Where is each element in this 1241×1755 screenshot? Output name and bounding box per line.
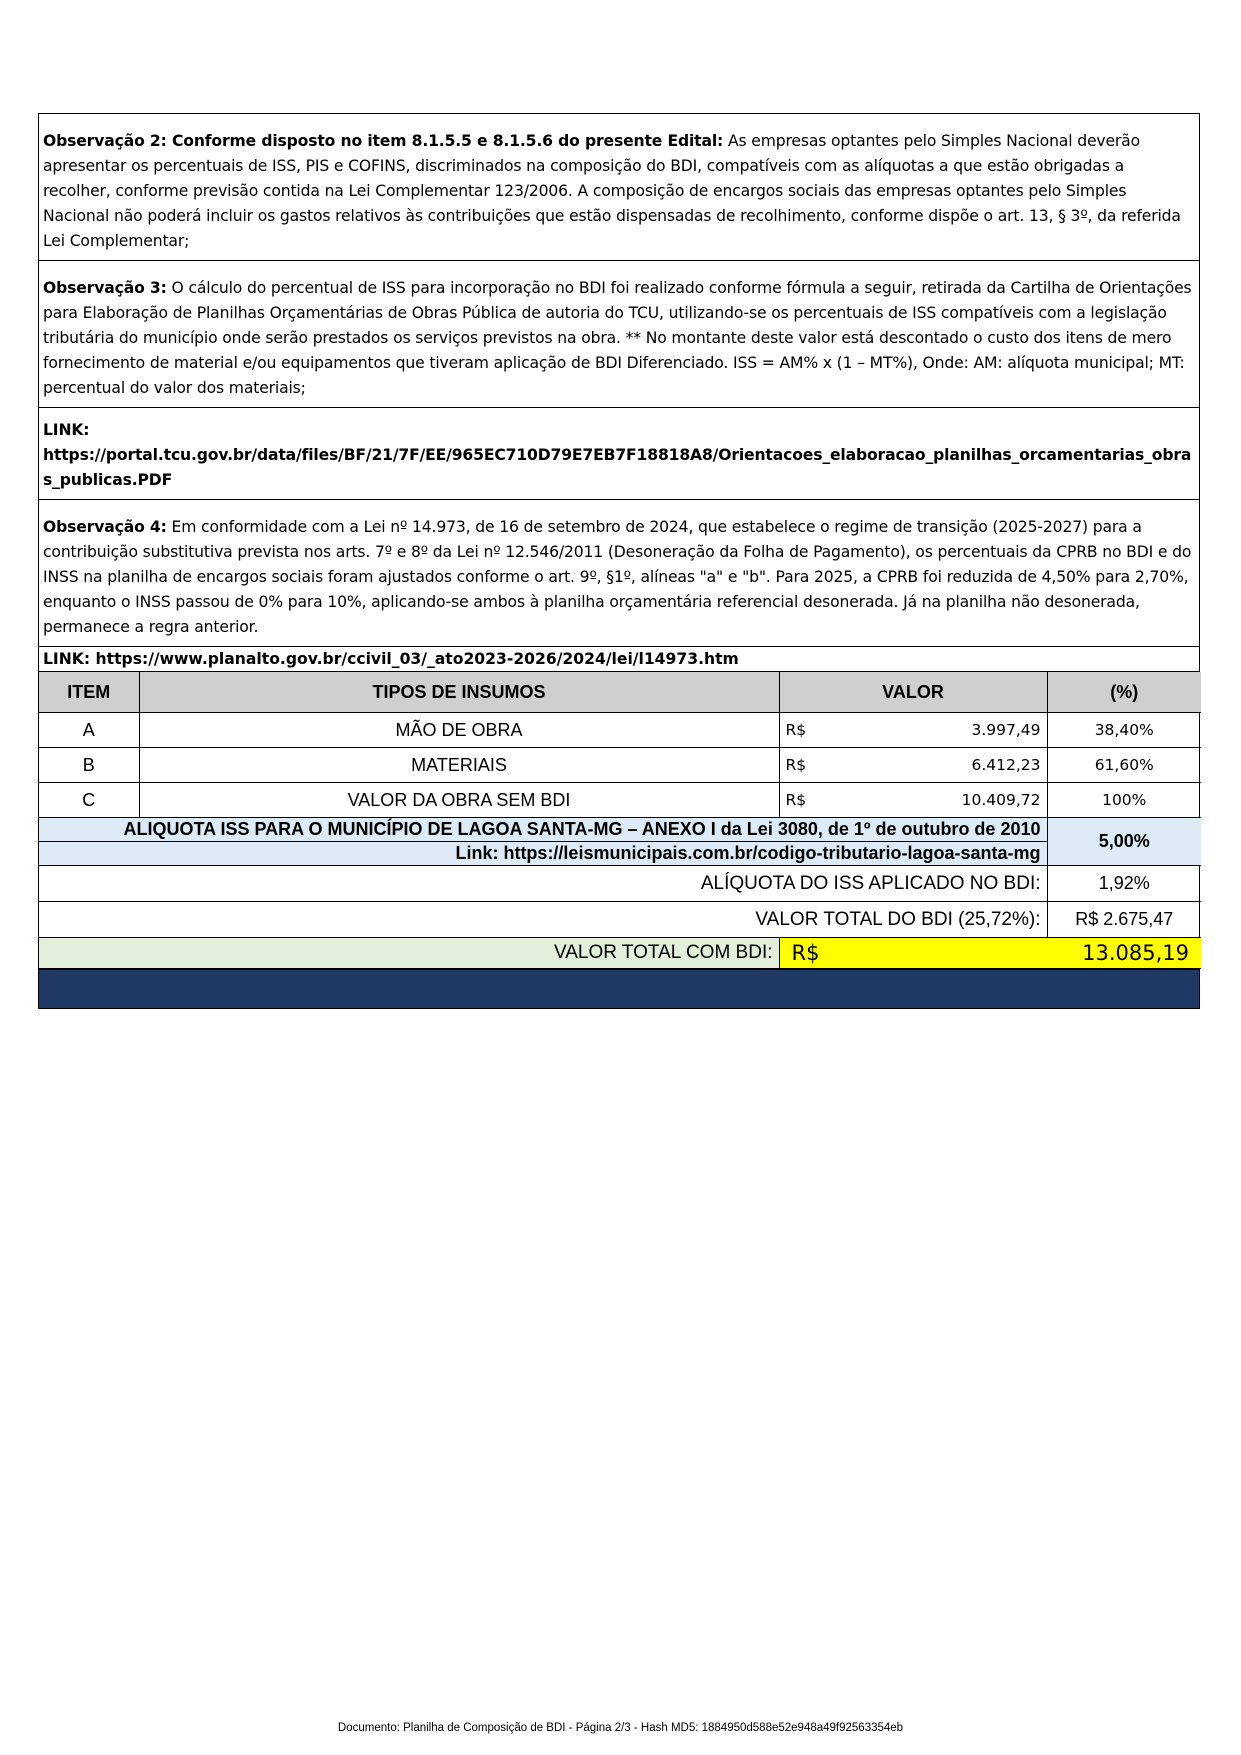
grand-total-row <box>39 938 1201 969</box>
planalto-link[interactable]: LINK: https://www.planalto.gov.br/ccivil_03/_ato2023-2026/2024/lei/l14973.htm <box>39 647 1199 672</box>
tipo-cell: MATERIAIS <box>139 748 779 783</box>
table-row <box>39 783 1201 818</box>
header-item: ITEM <box>39 672 139 713</box>
note-text: O cálculo do percentual de ISS para incorporação no BDI foi realizado conforme fórmula a seguir, retirada da Cartilha de Orientações para Elaboração de Planilhas Orçamentárias de Obras Pública de autoria do TCU, utilizando-se os percentuais de ISS compatíveis com a legislação tributária do município onde serão prestados os serviços previstos na obra. ** No montante deste valor está descontado o custo dos itens de mero fornecimento de material e/ou equipamentos que tiveram aplicação de BDI Diferenciado. ISS = AM% x (1 – MT%), Onde: AM: alíquota municipal; MT: percentual do valor dos materiais; <box>43 279 1192 397</box>
amount: 3.997,49 <box>971 721 1041 739</box>
bdi-total-label: VALOR TOTAL DO BDI (25,72%): <box>39 902 1047 938</box>
bdi-total-row <box>39 902 1201 938</box>
header-tipos: TIPOS DE INSUMOS <box>139 672 779 713</box>
note-observacao-4 <box>39 500 1199 647</box>
note-text: As empresas optantes pelo Simples Nacional deverão apresentar os percentuais de ISS, PIS e COFINS, discriminados na composição do BDI, compatíveis com as alíquotas a que estão obrigadas a recolher, conforme previsão contida na Lei Complementar 123/2006. A composição de encargos sociais das empresas optantes pelo Simples Nacional não poderá incluir os gastos relativos às contribuições que estão dispensadas de recolhimento, conforme dispõe o art. 13, § 3º, da referida Lei Complementar; <box>43 132 1181 250</box>
percent-cell: 38,40% <box>1047 713 1201 748</box>
table-row <box>39 713 1201 748</box>
total-value-cell <box>779 938 1201 969</box>
link-label: LINK: <box>43 421 90 439</box>
iss-bdi-value: 1,92% <box>1047 866 1201 902</box>
iss-title: ALIQUOTA ISS PARA O MUNICÍPIO DE LAGOA SANTA-MG – ANEXO I da Lei 3080, de 1º de outubro de 2010 <box>39 818 1047 842</box>
insumos-table <box>39 672 1201 969</box>
item-cell: A <box>39 713 139 748</box>
iss-bdi-row <box>39 866 1201 902</box>
currency: R$ <box>785 791 807 809</box>
header-valor: VALOR <box>779 672 1047 713</box>
percent-cell: 100% <box>1047 783 1201 818</box>
table-header-row <box>39 672 1201 713</box>
item-cell: B <box>39 748 139 783</box>
tipo-cell: MÃO DE OBRA <box>139 713 779 748</box>
table-row <box>39 748 1201 783</box>
note-label: Observação 2: Conforme disposto no item 8.1.5.5 e 8.1.5.6 do presente Edital: <box>43 132 724 150</box>
iss-link-row <box>39 842 1201 866</box>
valor-cell <box>779 748 1047 783</box>
currency: R$ <box>785 756 807 774</box>
note-label: Observação 3: <box>43 279 167 297</box>
valor-cell <box>779 713 1047 748</box>
footer-bar <box>39 969 1199 1008</box>
total-amount: 13.085,19 <box>1082 941 1189 965</box>
amount: 6.412,23 <box>971 756 1041 774</box>
note-link-tcu <box>39 408 1199 500</box>
bdi-total-value: R$ 2.675,47 <box>1047 902 1201 938</box>
iss-rate: 5,00% <box>1047 818 1201 866</box>
total-label: VALOR TOTAL COM BDI: <box>39 938 779 969</box>
amount: 10.409,72 <box>961 791 1041 809</box>
tipo-cell: VALOR DA OBRA SEM BDI <box>139 783 779 818</box>
note-observacao-3 <box>39 261 1199 408</box>
page-footer: Documento: Planilha de Composição de BDI - Página 2/3 - Hash MD5: 1884950d588e52e948a49f92563354eb <box>337 1722 904 1734</box>
iss-link[interactable]: Link: https://leismunicipais.com.br/codigo-tributario-lagoa-santa-mg <box>39 842 1047 866</box>
item-cell: C <box>39 783 139 818</box>
percent-cell: 61,60% <box>1047 748 1201 783</box>
bdi-document-frame <box>38 113 1200 1009</box>
header-percent: (%) <box>1047 672 1201 713</box>
currency: R$ <box>785 721 807 739</box>
iss-title-row <box>39 818 1201 842</box>
total-currency: R$ <box>791 941 820 965</box>
note-observacao-2 <box>39 114 1199 261</box>
iss-bdi-label: ALÍQUOTA DO ISS APLICADO NO BDI: <box>39 866 1047 902</box>
note-text: Em conformidade com a Lei nº 14.973, de 16 de setembro de 2024, que estabelece o regime de transição (2025-2027) para a contribuição substitutiva prevista nos arts. 7º e 8º da Lei nº 12.546/2011 (Desoneração da Folha de Pagamento), os percentuais da CPRB no BDI e do INSS na planilha de encargos sociais foram ajustados conforme o art. 9º, §1º, alíneas "a" e "b". Para 2025, a CPRB foi reduzida de 4,50% para 2,70%, enquanto o INSS passou de 0% para 10%, aplicando-se ambos à planilha orçamentária referencial desonerada. Já na planilha não desonerada, permanece a regra anterior. <box>43 518 1192 636</box>
tcu-link[interactable]: https://portal.tcu.gov.br/data/files/BF/21/7F/EE/965EC710D79E7EB7F18818A8/Orientacoes_elaboracao_planilhas_orcamentarias_obras_publicas.PDF <box>43 446 1192 489</box>
note-label: Observação 4: <box>43 518 167 536</box>
valor-cell <box>779 783 1047 818</box>
